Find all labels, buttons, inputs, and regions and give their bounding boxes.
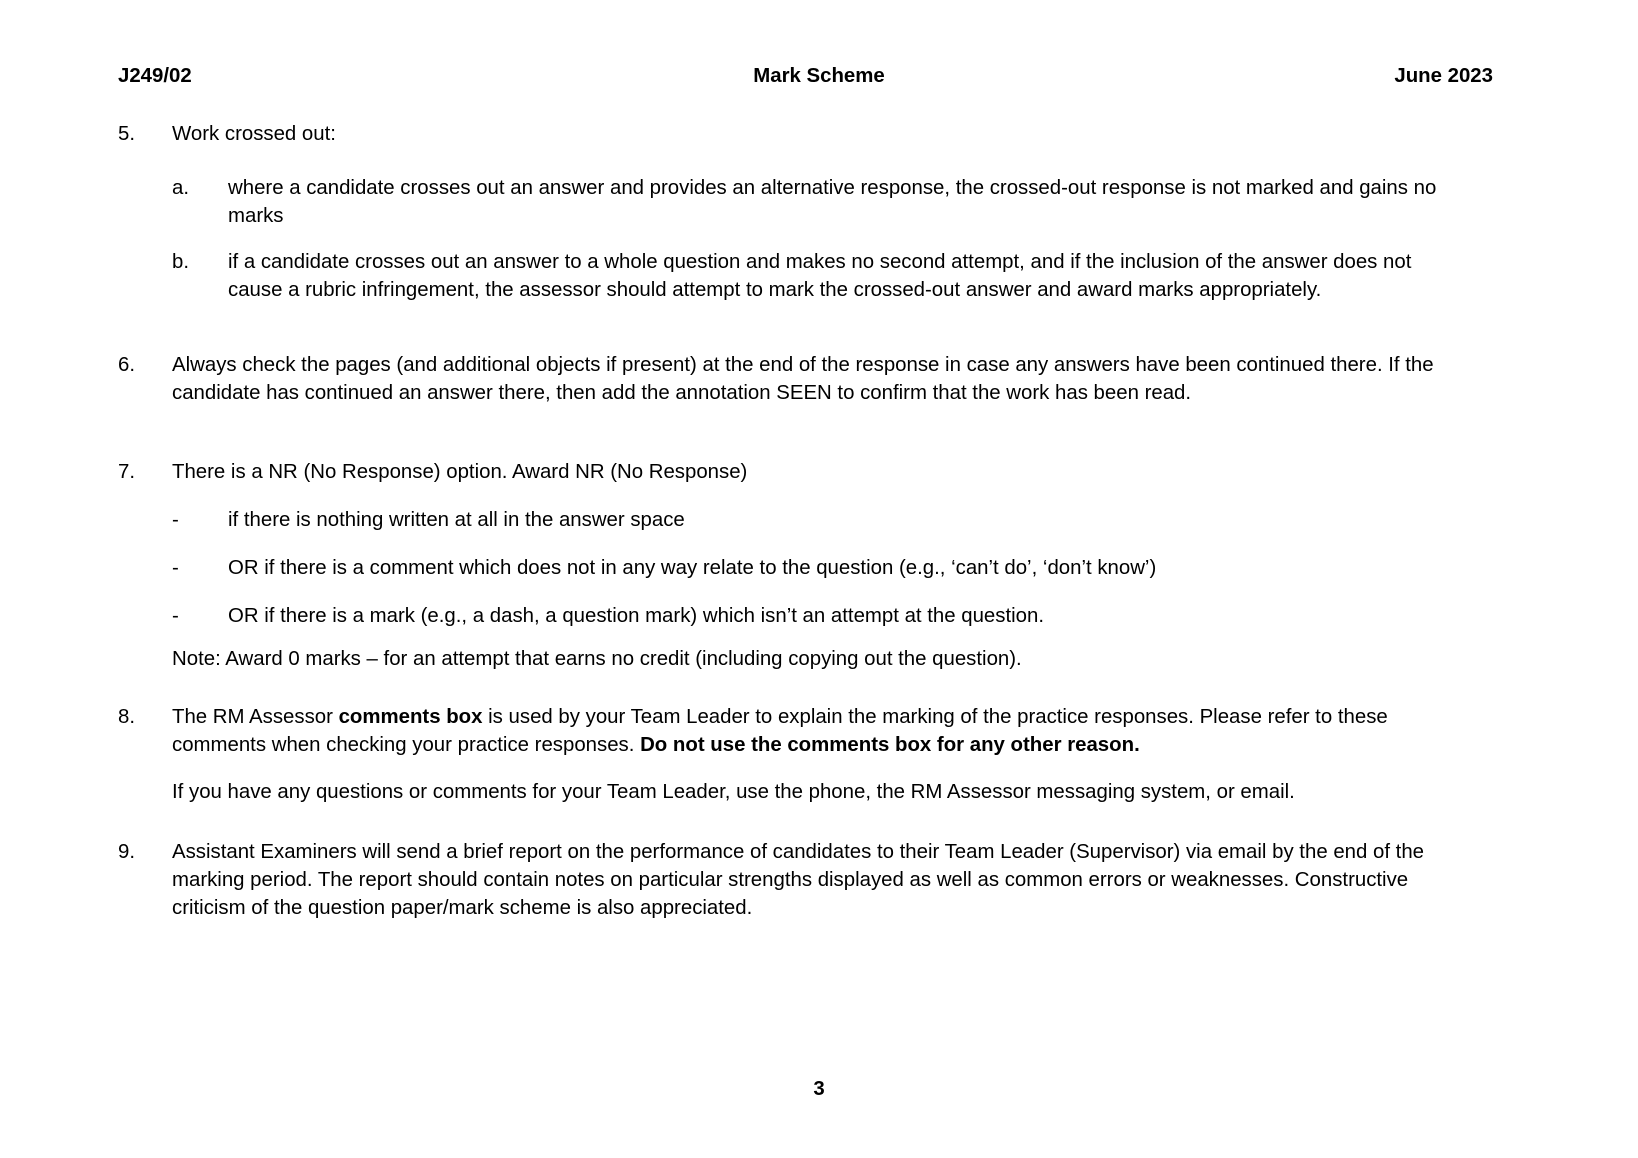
- item-number: 8.: [118, 706, 136, 728]
- text-segment: is used by your Team Leader to explain the marking of the practice responses. Please refer to these comments when checking your practice responses.: [172, 706, 1388, 756]
- item-number: 6.: [118, 354, 136, 376]
- sub-item-text: where a candidate crosses out an answer and provides an alternative response, the crossed-out response is not marked and gains no marks: [228, 177, 1437, 227]
- bullet-item: [172, 554, 1440, 582]
- document-content: [118, 120, 1440, 922]
- bullet-text: if there is nothing written at all in the answer space: [228, 509, 685, 531]
- list-item-5: [118, 120, 1440, 148]
- header-title: Mark Scheme: [753, 65, 885, 87]
- header-date: June 2023: [1394, 65, 1493, 87]
- item-number: 5.: [118, 123, 136, 145]
- item-paragraph: If you have any questions or comments for your Team Leader, use the phone, the RM Assessor messaging system, or email.: [172, 781, 1295, 803]
- sub-item-b: [172, 248, 1440, 304]
- list-item-6: [118, 351, 1440, 407]
- list-item-8: [118, 703, 1440, 838]
- bullet-marker: -: [172, 509, 179, 531]
- paper-code: J249/02: [118, 65, 192, 87]
- item-text: Assistant Examiners will send a brief report on the performance of candidates to their Team Leader (Supervisor) via email by the end of the marking period. The report should contain notes on particular strengths displayed as well as common errors or weaknesses. Constructive criticism of the question paper/mark scheme is also appreciated.: [172, 841, 1425, 919]
- sub-item-label: b.: [172, 251, 190, 273]
- sub-item-text: if a candidate crosses out an answer to a whole question and makes no second attempt, and if the inclusion of the answer does not cause a rubric infringement, the assessor should attempt to mark the crossed-out answer and award marks appropriately.: [228, 251, 1412, 301]
- note-text: Note: Award 0 marks – for an attempt that earns no credit (including copying out the question).: [172, 648, 1022, 670]
- list-item-7: [118, 458, 1440, 703]
- bullet-item: [172, 506, 1440, 534]
- text-segment: The RM Assessor: [172, 706, 339, 728]
- page-number: 3: [813, 1078, 825, 1100]
- list-item-9: [118, 838, 1440, 922]
- item-text: Work crossed out:: [172, 123, 336, 145]
- bold-text-segment: Do not use the comments box for any other reason.: [640, 734, 1140, 756]
- bullet-text: OR if there is a comment which does not in any way relate to the question (e.g., ‘can’t do’, ‘don’t know’): [228, 557, 1157, 579]
- bold-text-segment: comments box: [338, 706, 483, 728]
- bullet-marker: -: [172, 605, 179, 627]
- item-text: Always check the pages (and additional objects if present) at the end of the response in case any answers have been continued there. If the candidate has continued an answer there, then add the annotation SEEN to confirm that the work has been read.: [172, 354, 1434, 404]
- bullet-text: OR if there is a mark (e.g., a dash, a question mark) which isn’t an attempt at the question.: [228, 605, 1045, 627]
- item-text: There is a NR (No Response) option. Award NR (No Response): [172, 461, 748, 483]
- bullet-item: [172, 602, 1440, 630]
- item-text: [172, 703, 1440, 759]
- item-number: 9.: [118, 841, 136, 863]
- item-number: 7.: [118, 461, 136, 483]
- bullet-marker: -: [172, 557, 179, 579]
- list-item-5-subitems: [118, 174, 1440, 351]
- sub-item-a: [172, 174, 1440, 230]
- sub-item-label: a.: [172, 177, 190, 199]
